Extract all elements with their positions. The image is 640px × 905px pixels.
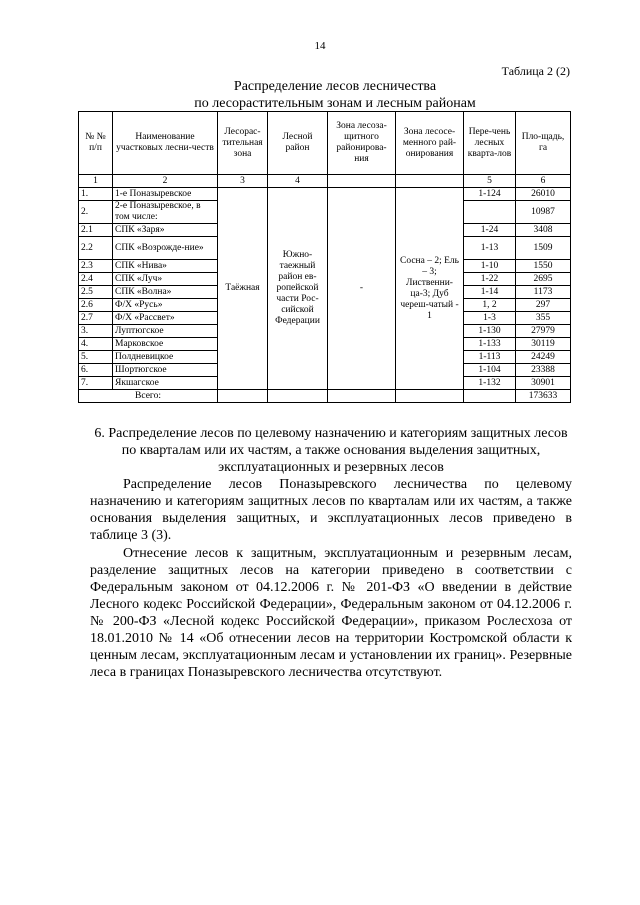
area: 3408 (516, 224, 571, 237)
header-cell: Лесной район (268, 112, 328, 175)
forestry-name: Полдневицкое (113, 351, 218, 364)
table-title-line-2: по лесорастительным зонам и лесным районам (194, 96, 476, 111)
empty-cell (396, 390, 464, 403)
area: 23388 (516, 364, 571, 377)
vegetation-zone-cell: Таёжная (218, 188, 268, 390)
column-number (328, 175, 396, 188)
header-cell: Зона лесосе-менного рай-онирования (396, 112, 464, 175)
header-cell: Пло-щадь, га (516, 112, 571, 175)
forest-distribution-table (78, 111, 571, 403)
column-number: 5 (464, 175, 516, 188)
forestry-name: Ф/Х «Русь» (113, 299, 218, 312)
row-number: 2. (79, 201, 113, 224)
forestry-name: 2-е Поназыревское, в том числе: (113, 201, 218, 224)
total-row (79, 390, 571, 403)
forestry-name: СПК «Заря» (113, 224, 218, 237)
column-number: 3 (218, 175, 268, 188)
column-number (396, 175, 464, 188)
column-number: 6 (516, 175, 571, 188)
seed-zone-cell: Сосна – 2; Ель – 3; Лиственни-ца-3; Дуб череш-чатый - 1 (396, 188, 464, 390)
row-number: 2.5 (79, 286, 113, 299)
quarters: 1-124 (464, 188, 516, 201)
forestry-name: Ф/Х «Рассвет» (113, 312, 218, 325)
quarters: 1-104 (464, 364, 516, 377)
table-caption: Таблица 2 (2) (501, 64, 570, 78)
row-number: 2.1 (79, 224, 113, 237)
row-number: 2.3 (79, 260, 113, 273)
quarters: 1-22 (464, 273, 516, 286)
header-cell: № № п/п (79, 112, 113, 175)
total-label: Всего: (79, 390, 218, 403)
row-number: 1. (79, 188, 113, 201)
row-number: 4. (79, 338, 113, 351)
forest-district-cell: Южно-таежный район ев-ропейской части Рос-сийской Федерации (268, 188, 328, 390)
quarters: 1, 2 (464, 299, 516, 312)
row-number: 2.2 (79, 237, 113, 260)
area: 1173 (516, 286, 571, 299)
paragraph: Распределение лесов Поназыревского лесничества по целевому назначению и категориям защитных лесов по кварталам или их частям, а также основания выделения защитных, и эксплуатационных лесов приведено в таблице 3 (3). (90, 477, 572, 543)
area: 27979 (516, 325, 571, 338)
protection-zone-cell: - (328, 188, 396, 390)
header-row (79, 112, 571, 175)
quarters: 1-130 (464, 325, 516, 338)
column-number-row (79, 175, 571, 188)
row-number: 3. (79, 325, 113, 338)
header-cell: Лесорас-тительная зона (218, 112, 268, 175)
row-number: 2.4 (79, 273, 113, 286)
area: 1550 (516, 260, 571, 273)
forestry-name: Марковское (113, 338, 218, 351)
total-area: 173633 (516, 390, 571, 403)
row-number: 5. (79, 351, 113, 364)
forestry-name: СПК «Волна» (113, 286, 218, 299)
quarters: 1-13 (464, 237, 516, 260)
area: 30901 (516, 377, 571, 390)
empty-cell (268, 390, 328, 403)
page-number: 14 (314, 40, 326, 52)
forestry-name: СПК «Возрожде-ние» (113, 237, 218, 260)
empty-cell (218, 390, 268, 403)
header-cell: Пере-чень лесных кварта-лов (464, 112, 516, 175)
header-cell: Зона лесоза-щитного районирова-ния (328, 112, 396, 175)
area: 355 (516, 312, 571, 325)
empty-cell (464, 390, 516, 403)
header-cell: Наименование участковых лесни-честв (113, 112, 218, 175)
area: 10987 (516, 201, 571, 224)
row-number: 2.7 (79, 312, 113, 325)
quarters: 1-3 (464, 312, 516, 325)
area: 24249 (516, 351, 571, 364)
quarters: 1-24 (464, 224, 516, 237)
area: 1509 (516, 237, 571, 260)
quarters (464, 201, 516, 224)
column-number: 4 (268, 175, 328, 188)
area: 2695 (516, 273, 571, 286)
column-number: 2 (113, 175, 218, 188)
table-title-line-1: Распределение лесов лесничества (233, 79, 437, 94)
section-heading: 6. Распределение лесов по целевому назначению и категориям защитных лесов по кварталам или их частям, а также основания выделения защитных, эксплуатационных и резервных лесов (94, 426, 568, 475)
quarters: 1-14 (464, 286, 516, 299)
quarters: 1-133 (464, 338, 516, 351)
area: 26010 (516, 188, 571, 201)
area: 297 (516, 299, 571, 312)
table-title (120, 78, 550, 112)
forestry-name: 1-е Поназыревское (113, 188, 218, 201)
forestry-name: Шортюгское (113, 364, 218, 377)
row-number: 2.6 (79, 299, 113, 312)
forestry-name: Якшагское (113, 377, 218, 390)
empty-cell (328, 390, 396, 403)
quarters: 1-132 (464, 377, 516, 390)
area: 30119 (516, 338, 571, 351)
table-row (79, 188, 571, 201)
forestry-name: СПК «Луч» (113, 273, 218, 286)
row-number: 6. (79, 364, 113, 377)
forestry-name: СПК «Нива» (113, 260, 218, 273)
paragraph: Отнесение лесов к защитным, эксплуатационным и резервным лесам, разделение защитных лесов на категории приведено в соответствии с Федеральным законом от 04.12.2006 г. № 201-ФЗ «О введении в действие Лесного кодекс Российской Федерации», Федеральным законом от 04.12.2006 г. № 200-ФЗ «Лесной кодекс Российской Федерации», приказом Рослесхоза от 18.01.2010 № 14 «Об отнесении лесов на территории Костромской области к ценным лесам, эксплуатационным лесам и установлении их границ». Резервные леса в границах Поназыревского лесничества отсутствуют. (90, 546, 572, 680)
row-number: 7. (79, 377, 113, 390)
column-number: 1 (79, 175, 113, 188)
quarters: 1-10 (464, 260, 516, 273)
forestry-name: Луптюгское (113, 325, 218, 338)
quarters: 1-113 (464, 351, 516, 364)
